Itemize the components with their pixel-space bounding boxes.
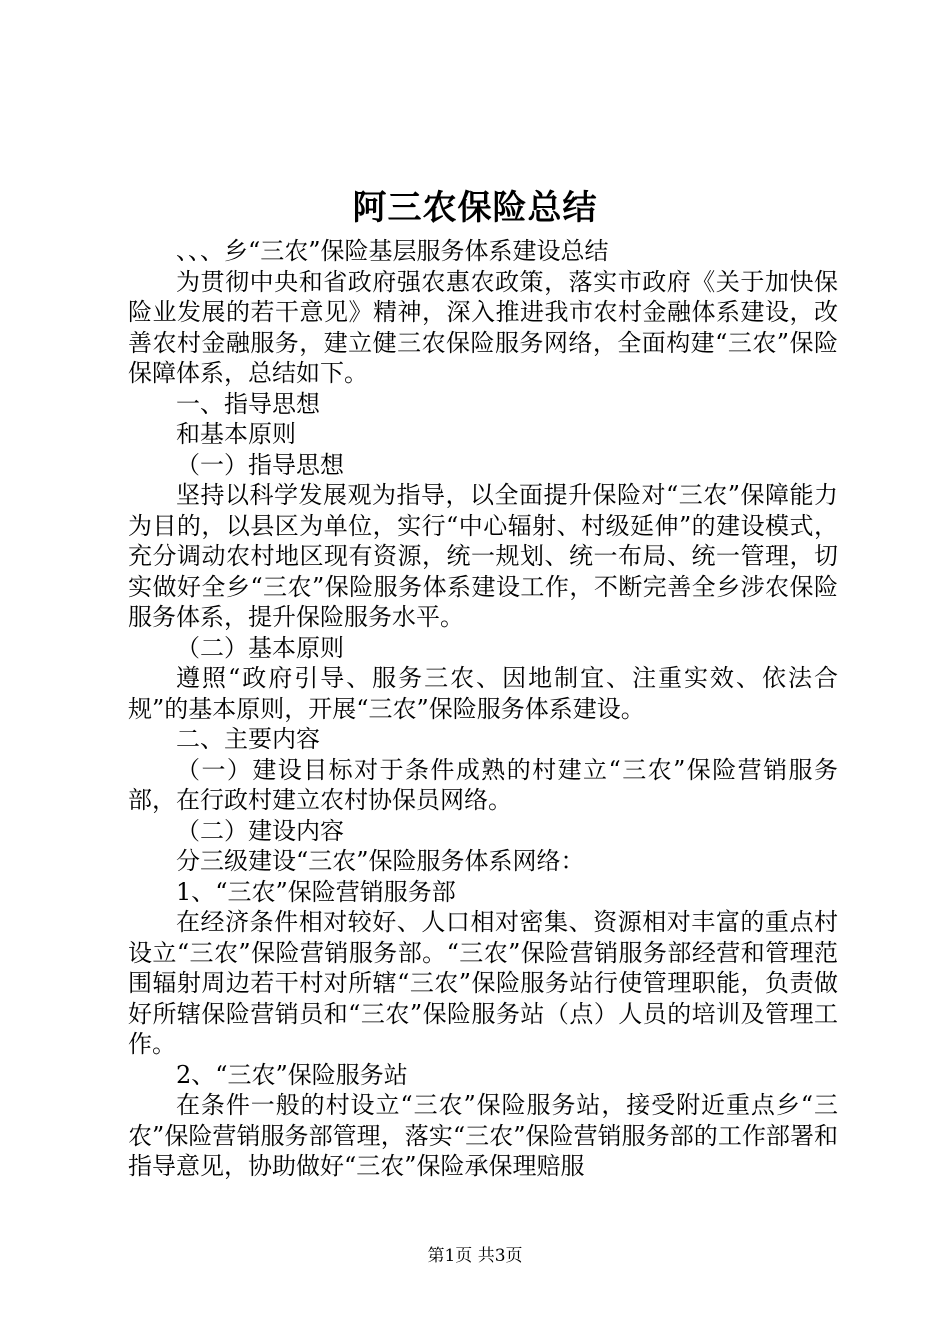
paragraph-construction-goal: （一）建设目标对于条件成熟的村建立“三农”保险营销服务部，在行政村建立农村协保员网络。 <box>128 755 838 814</box>
paragraph-subtitle: 、、、乡“三农”保险基层服务体系建设总结 <box>176 237 609 265</box>
paragraph-basic-principles: 遵照“政府引导、服务三农、因地制宜、注重实效、依法合规”的基本原则，开展“三农”保险服务体系建设。 <box>128 664 838 723</box>
document-title: 阿三农保险总结 <box>352 188 598 228</box>
document-body <box>128 236 838 1182</box>
heading-main-content: 二、主要内容 <box>176 725 320 753</box>
paragraph-sales-service-dept: 在经济条件相对较好、人口相对密集、资源相对丰富的重点村设立“三农”保险营销服务部。“三农”保险营销服务部经营和管理范围辐射周边若干村对所辖“三农”保险服务站行使管理职能，负责做好所辖保险营销员和“三农”保险服务站（点）人员的培训及管理工作。 <box>128 908 838 1058</box>
page-footer: 第1页 共3页 <box>427 1246 523 1266</box>
paragraph-three-levels: 分三级建设“三农”保险服务体系网络： <box>176 847 585 875</box>
heading-guiding-ideology: 一、指导思想 <box>176 389 320 418</box>
subheading-guiding-ideology: （一）指导思想 <box>176 450 344 479</box>
paragraph-guiding-ideology: 坚持以科学发展观为指导，以全面提升保险对“三农”保障能力为目的，以县区为单位，实行“中心辐射、村级延伸”的建设模式，充分调动农村地区现有资源，统一规划、统一布局、统一管理，切实做好全乡“三农”保险服务体系建设工作，不断完善全乡涉农保险服务体系，提升保险服务水平。 <box>128 481 838 631</box>
paragraph-service-station: 在条件一般的村设立“三农”保险服务站，接受附近重点乡“三农”保险营销服务部管理，落实“三农”保险营销服务部的工作部署和指导意见，协助做好“三农”保险承保理赔服 <box>128 1091 838 1180</box>
heading-service-station: 2、“三农”保险服务站 <box>176 1060 408 1089</box>
heading-basic-principles-continued: 和基本原则 <box>176 420 296 448</box>
paragraph-intro: 为贯彻中央和省政府强农惠农政策，落实市政府《关于加快保险业发展的若干意见》精神，深入推进我市农村金融体系建设，改善农村金融服务，建立健三农保险服务网络，全面构建“三农”保险保障体系，总结如下。 <box>128 267 838 387</box>
heading-sales-service-dept: 1、“三农”保险营销服务部 <box>176 877 456 906</box>
subheading-construction-content: （二）建设内容 <box>176 816 344 845</box>
subheading-basic-principles: （二）基本原则 <box>176 633 344 662</box>
